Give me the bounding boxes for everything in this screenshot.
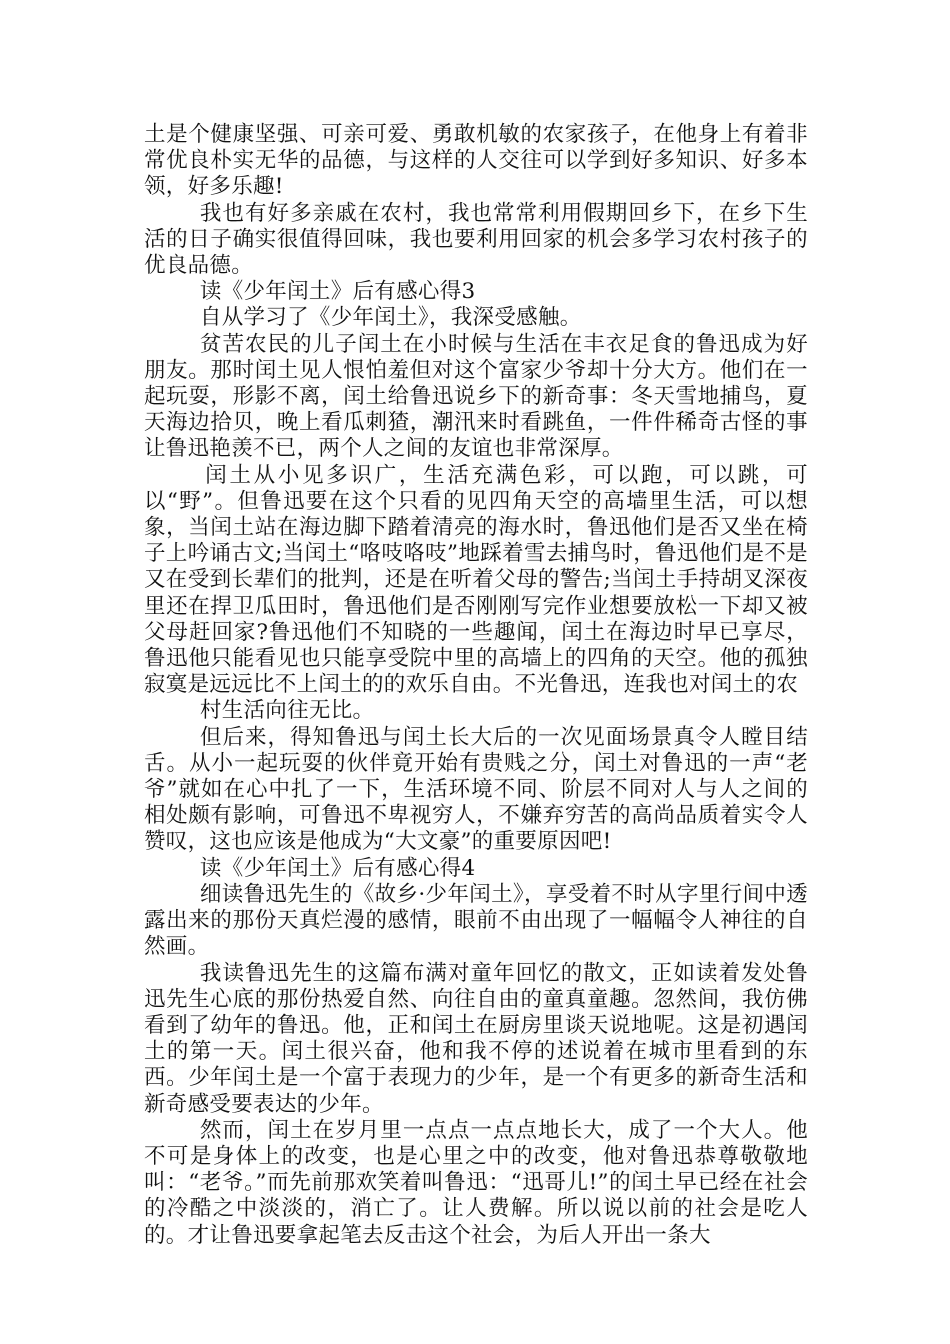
paragraph-4: 贫苦农民的儿子闰土在小时候与生活在丰衣足食的鲁迅成为好朋友。那时闰土见人恨怕羞但对这个富家少爷却十分大方。他们在一起玩耍，形影不离，闰土给鲁迅说乡下的新奇事：冬天雪地捕鸟，夏天海边拾贝，晚上看瓜刺猹，潮汛来时看跳鱼，一件件稀奇古怪的事让鲁迅艳羡不已，两个人之间的友谊也非常深厚。 (144, 331, 808, 462)
paragraph-5: 闰土从小见多识广，生活充满色彩，可以跑，可以跳，可以“野”。但鲁迅要在这个只看的见四角天空的高墙里生活，可以想象，当闰土站在海边脚下踏着清亮的海水时，鲁迅他们是否又坐在椅子上吟诵古文;当闰土“咯吱咯吱”地踩着雪去捕鸟时，鲁迅他们是不是又在受到长辈们的批判，还是在听着父母的警告;当闰土手持胡叉深夜里还在捍卫瓜田时，鲁迅他们是否刚刚写完作业想要放松一下却又被父母赶回家?鲁迅他们不知晓的一些趣闻，闰土在海边时早已享尽，鲁迅他只能看见也只能享受院中里的高墙上的四角的天空。他的孤独寂寞是远远比不上闰土的的欢乐自由。不光鲁迅，连我也对闰土的农 (144, 462, 808, 698)
paragraph-9: 我读鲁迅先生的这篇布满对童年回忆的散文，正如读着发处鲁迅先生心底的那份热爱自然、向往自由的童真童趣。忽然间，我仿佛看到了幼年的鲁迅。他，正和闰土在厨房里谈天说地呢。这是初遇闰土的第一天。闰土很兴奋，他和我不停的述说着在城市里看到的东西。少年闰土是一个富于表现力的少年，是一个有更多的新奇生活和新奇感受要表达的少年。 (144, 960, 808, 1117)
document-body (144, 122, 808, 1249)
paragraph-3: 自从学习了《少年闰土》，我深受感触。 (199, 305, 582, 331)
paragraph-10: 然而，闰土在岁月里一点点一点点地长大，成了一个大人。他不可是身体上的改变，也是心里之中的改变，他对鲁迅恭尊敬敬地叫：“老爷。”而先前那欢笑着叫鲁迅：“迅哥儿!”的闰土早已经在社会的冷酷之中淡淡的，消亡了。让人费解。所以说以前的社会是吃人的。才让鲁迅要拿起笔去反击这个社会，为后人开出一条大 (144, 1117, 808, 1248)
paragraph-7: 但后来，得知鲁迅与闰土长大后的一次见面场景真令人瞠目结舌。从小一起玩耍的伙伴竟开始有贵贱之分，闰土对鲁迅的一声“老爷”就如在心中扎了一下，生活环境不同、阶层不同对人与人之间的相处颇有影响，可鲁迅不卑视穷人，不嫌弃穷苦的高尚品质着实令人赞叹，这也应该是他成为“大文豪”的重要原因吧! (144, 724, 808, 855)
section-heading-4: 读《少年闰土》后有感心得4 (199, 855, 476, 881)
section-heading-3: 读《少年闰土》后有感心得3 (199, 279, 476, 305)
paragraph-8: 细读鲁迅先生的《故乡·少年闰土》，享受着不时从字里行间中透露出来的那份天真烂漫的感情，眼前不由出现了一幅幅令人神往的自然画。 (144, 881, 808, 960)
paragraph-2: 我也有好多亲戚在农村，我也常常利用假期回乡下，在乡下生活的日子确实很值得回味，我也要利用回家的机会多学习农村孩子的优良品德。 (144, 200, 808, 279)
paragraph-6: 村生活向往无比。 (199, 698, 375, 724)
paragraph-1: 土是个健康坚强、可亲可爱、勇敢机敏的农家孩子，在他身上有着非常优良朴实无华的品德，与这样的人交往可以学到好多知识、好多本领，好多乐趣! (144, 122, 808, 200)
